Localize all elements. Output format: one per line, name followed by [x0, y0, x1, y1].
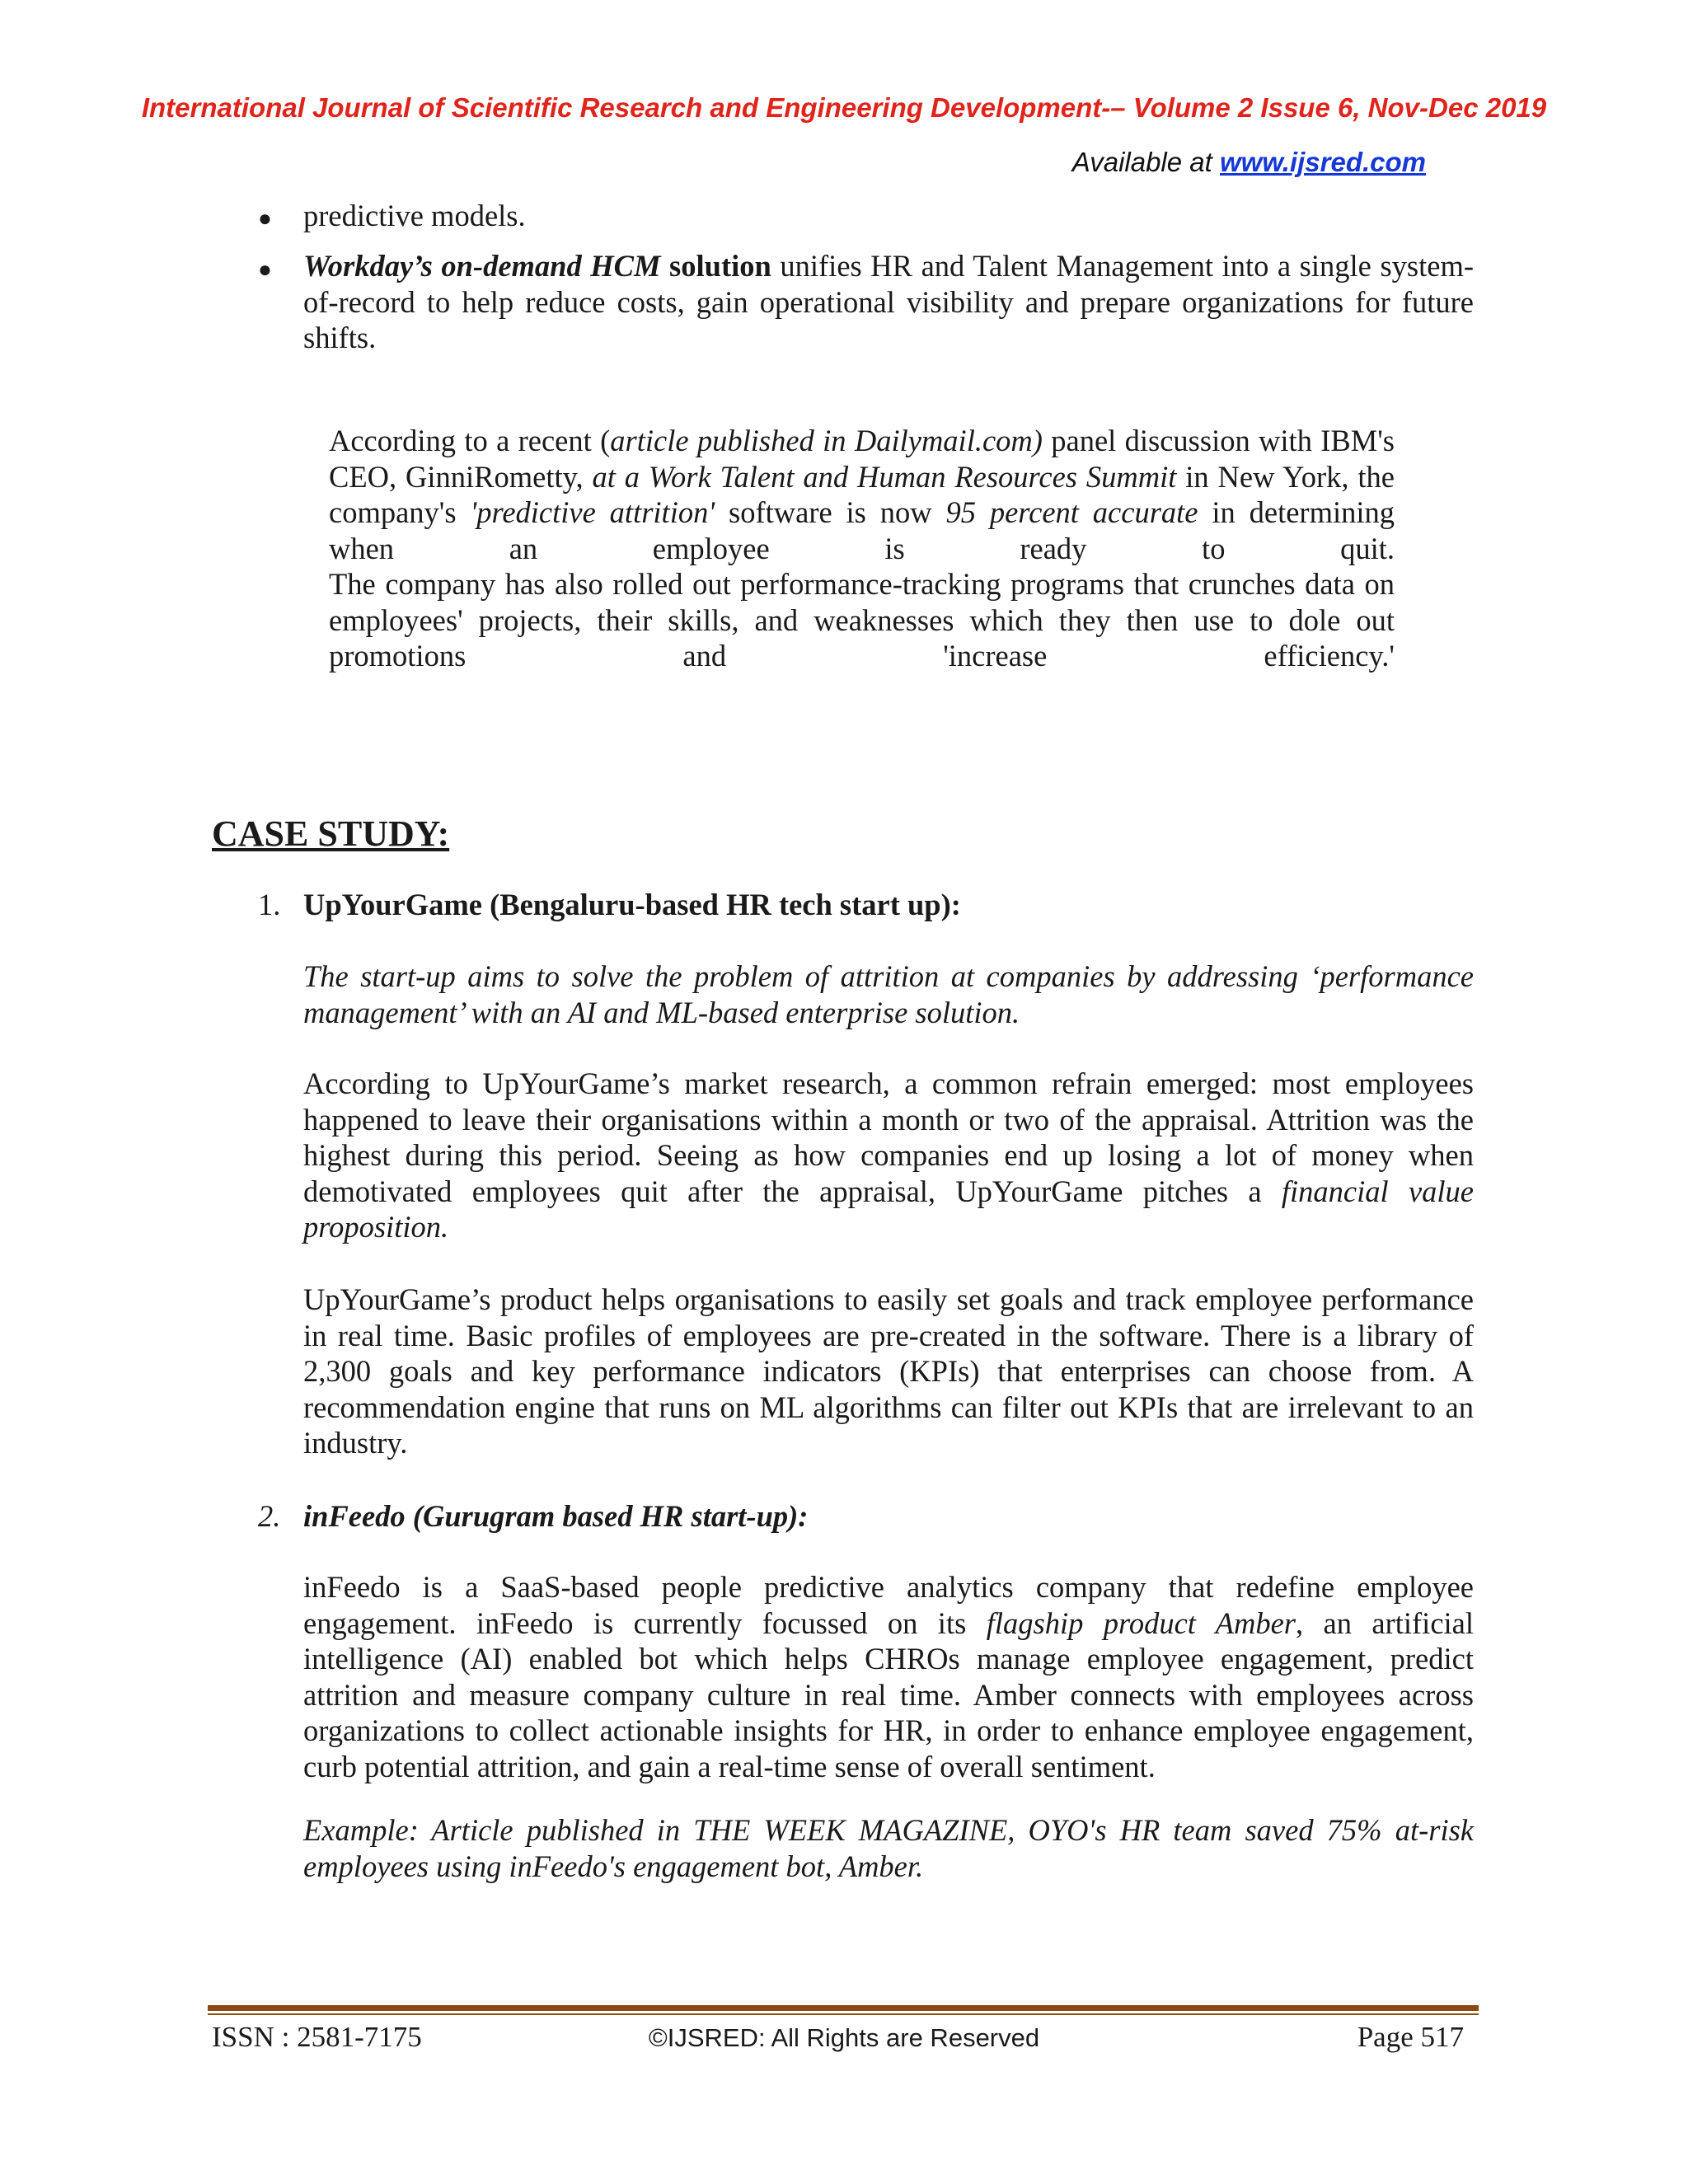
available-label: Available at: [1071, 147, 1220, 177]
ibm-quote-followup: The company has also rolled out performance-tracking programs that crunches data on employees' projects, their skills, and weaknesses which they then use to dole out promotions and 'increase efficiency.': [329, 567, 1395, 673]
availability-line: [1072, 147, 1426, 178]
infeedo-paragraph: inFeedo is a SaaS-based people predictive analytics company that redefine employee engagement. inFeedo is currently focussed on its flagship product Amber, an artificial intelligence (AI) enabled bot which helps CHROs manage employee engagement, predict attrition and measure company culture in real time. Amber connects with employees across organizations to collect actionable insights for HR, in order to enhance employee engagement, curb potential attrition, and gain a real-time sense of overall sentiment.: [303, 1570, 1475, 1783]
footer-rule: [208, 2005, 1479, 2011]
workday-bullet-text: [303, 248, 1474, 356]
infeedo-title: inFeedo (Gurugram based HR start-up):: [303, 1499, 809, 1533]
footer-copyright: ©IJSRED: All Rights are Reserved: [648, 2023, 1040, 2052]
journal-header: International Journal of Scientific Research and Engineering Development-– Volume 2 Issue 6, Nov-Dec 2019: [141, 92, 1547, 123]
footer-rule: [208, 2013, 1479, 2015]
footer-issn: ISSN : 2581-7175: [212, 2021, 422, 2053]
bullet-text: predictive models.: [303, 199, 526, 232]
bullet-dot: ●: [258, 257, 272, 283]
ibm-quote-block: [329, 423, 1395, 674]
ibm-quote-sentence: According to a recent (article published in Dailymail.com) panel discussion with IBM's CEO, GinniRometty, at a Work Talent and Human Resources Summit in New York, the company's 'predictive attrition' software is now 95 percent accurate in determining when an employee is ready to quit.: [329, 424, 1395, 565]
case-study-heading: CASE STUDY:: [212, 813, 450, 854]
workday-description: unifies HR and Talent Management into a single system-of-record to help reduce costs, gain operational visibility and prepare organizations for future shifts.: [303, 249, 1474, 354]
workday-title-suffix: solution: [660, 249, 771, 283]
journal-website-link[interactable]: www.ijsred.com: [1219, 147, 1426, 177]
case-item-number: 1.: [258, 888, 281, 921]
upyourgame-paragraph-1: According to UpYourGame’s market research, a common refrain emerged: most employees happened to leave their organisations within a month or two of the appraisal. Attrition was the highest during this period. Seeing as how companies end up losing a lot of money when demotivated employees quit after the appraisal, UpYourGame pitches a financial value proposition.: [303, 1066, 1474, 1244]
workday-title: Workday’s on-demand HCM: [303, 249, 661, 283]
bullet-dot: ●: [258, 206, 272, 232]
infeedo-example: Example: Article published in THE WEEK MAGAZINE, OYO's HR team saved 75% at-risk employees using inFeedo's engagement bot, Amber.: [303, 1813, 1474, 1883]
upyourgame-intro: The start-up aims to solve the problem of attrition at companies by addressing ‘performance management’ with an AI and ML-based enterprise solution.: [303, 959, 1474, 1029]
footer-page-number: Page 517: [1357, 2021, 1464, 2053]
upyourgame-paragraph-2: UpYourGame’s product helps organisations to easily set goals and track employee performance in real time. Basic profiles of employees are pre-created in the software. There is a library of 2,300 goals and key performance indicators (KPIs) that enterprises can choose from. A recommendation engine that runs on ML algorithms can filter out KPIs that are irrelevant to an industry.: [303, 1282, 1474, 1460]
upyourgame-title: UpYourGame (Bengaluru-based HR tech start up):: [303, 888, 961, 921]
case-item-number: 2.: [258, 1499, 281, 1533]
